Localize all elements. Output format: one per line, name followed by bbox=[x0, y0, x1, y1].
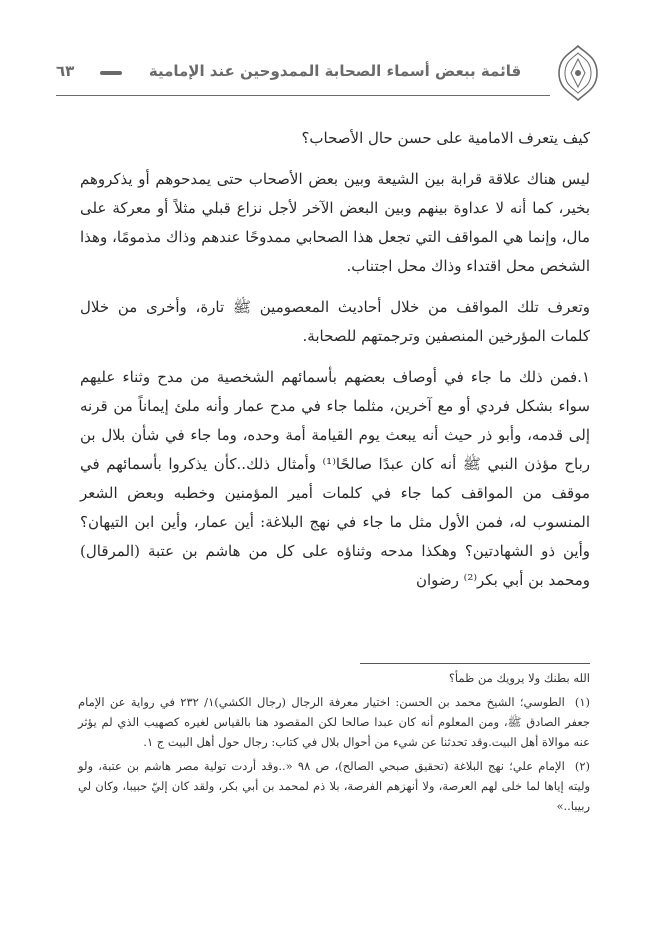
footnote-rule bbox=[360, 663, 590, 664]
header-rule bbox=[56, 95, 550, 96]
paragraph-1: ليس هناك علاقة قرابة بين الشيعة وبين بعض الأصحاب حتى يمدحوهم أو يذكروهم بخير، كما أنه لا عداوة بينهم وبين البعض الآخر لأجل نزاع قبلي مثلاً أو معركة على مال، وإنما هي المواقف التي تجعل هذا الصحابي ممدوحًا عندهم وذاك مذمومًا، وهذا الشخص محل اقتداء وذاك محل اجتناب. bbox=[80, 170, 590, 275]
header-dash bbox=[100, 71, 122, 75]
paragraph-2: وتعرف تلك المواقف من خلال أحاديث المعصومين ﷺ تارة، وأخرى من خلال كلمات المؤرخين المنصفين وترجمتهم للصحابة. bbox=[80, 298, 590, 345]
footnotes bbox=[78, 668, 590, 820]
question-line: كيف يتعرف الامامية على حسن حال الأصحاب؟ bbox=[301, 129, 590, 147]
footnote-2 bbox=[78, 756, 590, 816]
page-number: ٦٣ bbox=[56, 62, 75, 80]
ornament-icon bbox=[555, 44, 601, 102]
page-header bbox=[0, 40, 669, 102]
running-header-title: قائمة ببعض أسماء الصحابة الممدوحين عند الإمامية bbox=[148, 62, 522, 80]
footnote-continuation: الله بطنك ولا يرويك من ظمأ؟ bbox=[448, 671, 590, 685]
main-text bbox=[80, 124, 590, 595]
footnote-1 bbox=[78, 692, 590, 752]
list-item-1: ١.فمن ذلك ما جاء في أوصاف بعضهم بأسمائهم الشخصية من مدح وثناء عليهم سواء بشكل فردي أو مع آخرين، مثلما جاء في مدح عمار وأنه ملئ إيماناً من قرنه إلى قدمه، وأبو ذر حيث أنه يبعث يوم القيامة أمة وحده، وما جاء في شأن بلال بن رباح مؤذن النبي ﷺ أنه كان عبدًا صالحًا⁽¹⁾ وأمثال ذلك..كأن يذكروا بأسمائهم في موقف من المواقف كما جاء في كلمات أمير المؤمنين وخطبه وبعض الشعر المنسوب له، فمن الأول مثل ما جاء في نهج البلاغة: أين عمار، وأين ابن التيهان؟ وأين ذو الشهادتين؟ وهكذا مدحه وثناؤه على كل من هاشم بن عتبة (المرقال) ومحمد بن أبي بكر⁽²⁾ رضوان bbox=[80, 368, 590, 589]
footnote-1-number: (١) bbox=[574, 695, 591, 709]
footnote-2-text: الإمام علي؛ نهج البلاغة (تحقيق صبحي الصالح)، ص ٩٨ «..وقد أردت تولية مصر هاشم بن عتبة، ولو وليته إياها لما خلى لهم العرصة، ولا أنهزهم الفرصة، بلا ذم لمحمد بن أبي بكر، ولقد كان إليّ حبيبا، وكان لي ربيبا..» bbox=[78, 759, 590, 813]
footnote-2-number: (٢) bbox=[574, 759, 590, 773]
footnote-1-text: الطوسي؛ الشيخ محمد بن الحسن: اختيار معرفة الرجال (رجال الكشي)١/ ٢٣٢ في رواية عن الإمام جعفر الصادق ﷺ، ومن المعلوم أنه كان عبدا صالحا لكن المقصود هنا بالقياس لغيره كصهيب الذي لم يؤثر عنه موالاة أهل البيت.وقد تحدثنا عن شيء من أحوال بلال في كتاب: رجال حول أهل البيت ج ١. bbox=[78, 695, 590, 749]
